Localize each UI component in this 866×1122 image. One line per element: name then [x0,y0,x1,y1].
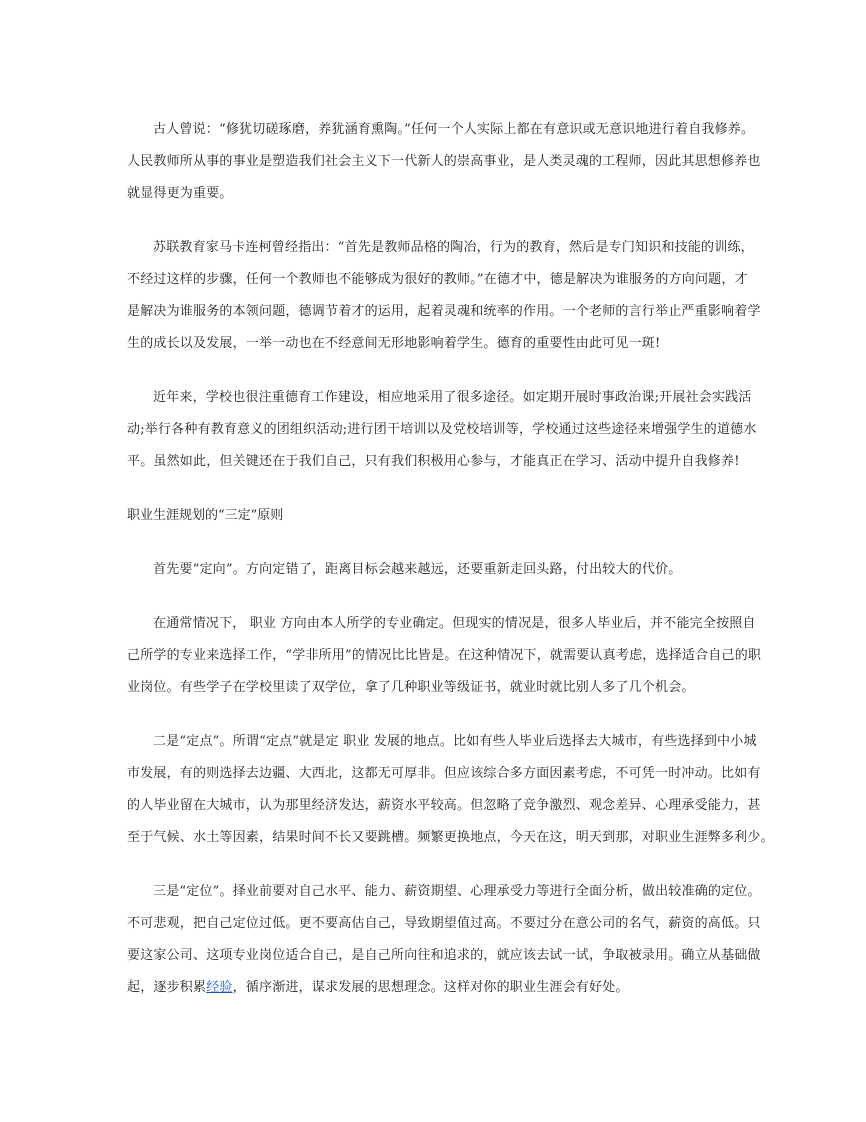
section-heading: 职业生涯规划的“三定”原则 [127,508,284,523]
text-line: 业岗位。有些学子在学校里读了双学位，拿了几种职业等级证书，就业时就比别人多了几个机会。 [127,680,695,695]
text-line: 苏联教育家马卡连柯曾经指出：“首先是教师品格的陶冶，行为的教育，然后是专门知识和技能的训练， [153,240,754,255]
paragraph-2 [127,232,761,360]
text-line: 平。虽然如此，但关键还在于我们自己，只有我们积极用心参与，才能真正在学习、活动中提升自我修养! [127,454,740,469]
text-line: 就显得更为重要。 [127,186,233,201]
text-fragment: ，循序渐进，谋求发展的思想理念。这样对你的职业生涯会有好处。 [232,980,629,995]
text-line: 至于气候、水土等因素，结果时间不长又要跳槽。频繁更换地点，今天在这，明天到那，对职业生涯弊多利少。 [127,830,774,845]
text-line: 的人毕业留在大城市，认为那里经济发达，薪资水平较高。但忽略了竞争激烈、观念差异、心理承受能力，甚 [127,798,761,813]
text-line: 不经过这样的步骤，任何一个教师也不能够成为很好的教师。”在德才中，德是解决为谁服务的方向问题，才 [127,272,748,287]
text-line: 动;举行各种有教育意义的团组织活动;进行团干培训以及党校培训等，学校通过这些途径来增强学生的道德水 [127,422,757,437]
text-line: 市发展，有的则选择去边疆、大西北，这都无可厚非。但应该综合多方面因素考虑，不可凭一时冲动。比如有 [127,766,761,781]
text-line: 近年来，学校也很注重德育工作建设，相应地采用了很多途径。如定期开展时事政治课;开展社会实践活 [153,390,752,405]
text-line: 生的成长以及发展，一举一动也在不经意间无形地影响着学生。德育的重要性由此可见一斑! [127,336,661,351]
text-line: 三是“定位”。择业前要对自己水平、能力、薪资期望、心理承受力等进行全面分析，做出较准确的定位。 [153,884,761,899]
paragraph-4 [127,554,749,586]
paragraph-7 [127,876,761,1004]
text-line: 古人曾说：“修犹切磋琢磨，养犹涵育熏陶。”任何一个人实际上都在有意识或无意识地进行着自我修养。 [153,122,755,137]
experience-link[interactable]: 经验 [206,980,233,995]
text-line: 己所学的专业来选择工作，“学非所用”的情况比比皆是。在这种情况下，就需要认真考虑，选择适合自己的职 [127,648,762,663]
text-line: 是解决为谁服务的本领问题，德调节着才的运用，起着灵魂和统率的作用。一个老师的言行举止严重影响着学 [127,304,761,319]
paragraph-3 [127,382,757,478]
paragraph-1 [127,114,761,210]
document-body [127,114,774,1004]
text-line [127,972,749,1004]
text-line: 不可悲观，把自己定位过低。更不要高估自己，导致期望值过高。不要过分在意公司的名气，薪资的高低。只 [127,916,761,931]
text-line: 人民教师所从事的事业是塑造我们社会主义下一代新人的崇高事业，是人类灵魂的工程师，因此其思想修养也 [127,154,761,169]
paragraph-6 [127,726,774,854]
text-line: 首先要“定向”。方向定错了，距离目标会越来越远，还要重新走回头路，付出较大的代价。 [153,562,682,577]
paragraph-5 [127,608,762,704]
text-fragment: 起，逐步积累 [127,980,207,995]
text-line: 二是“定点”。所谓“定点”就是定 职业 发展的地点。比如有些人毕业后选择去大城市，有些选择到中小城 [153,734,757,749]
text-line: 在通常情况下， 职业 方向由本人所学的专业确定。但现实的情况是，很多人毕业后，并不能完全按照自 [153,616,756,631]
text-line: 要这家公司、这项专业岗位适合自己，是自己所向往和追求的，就应该去试一试，争取被录用。确立从基础做 [127,948,761,963]
